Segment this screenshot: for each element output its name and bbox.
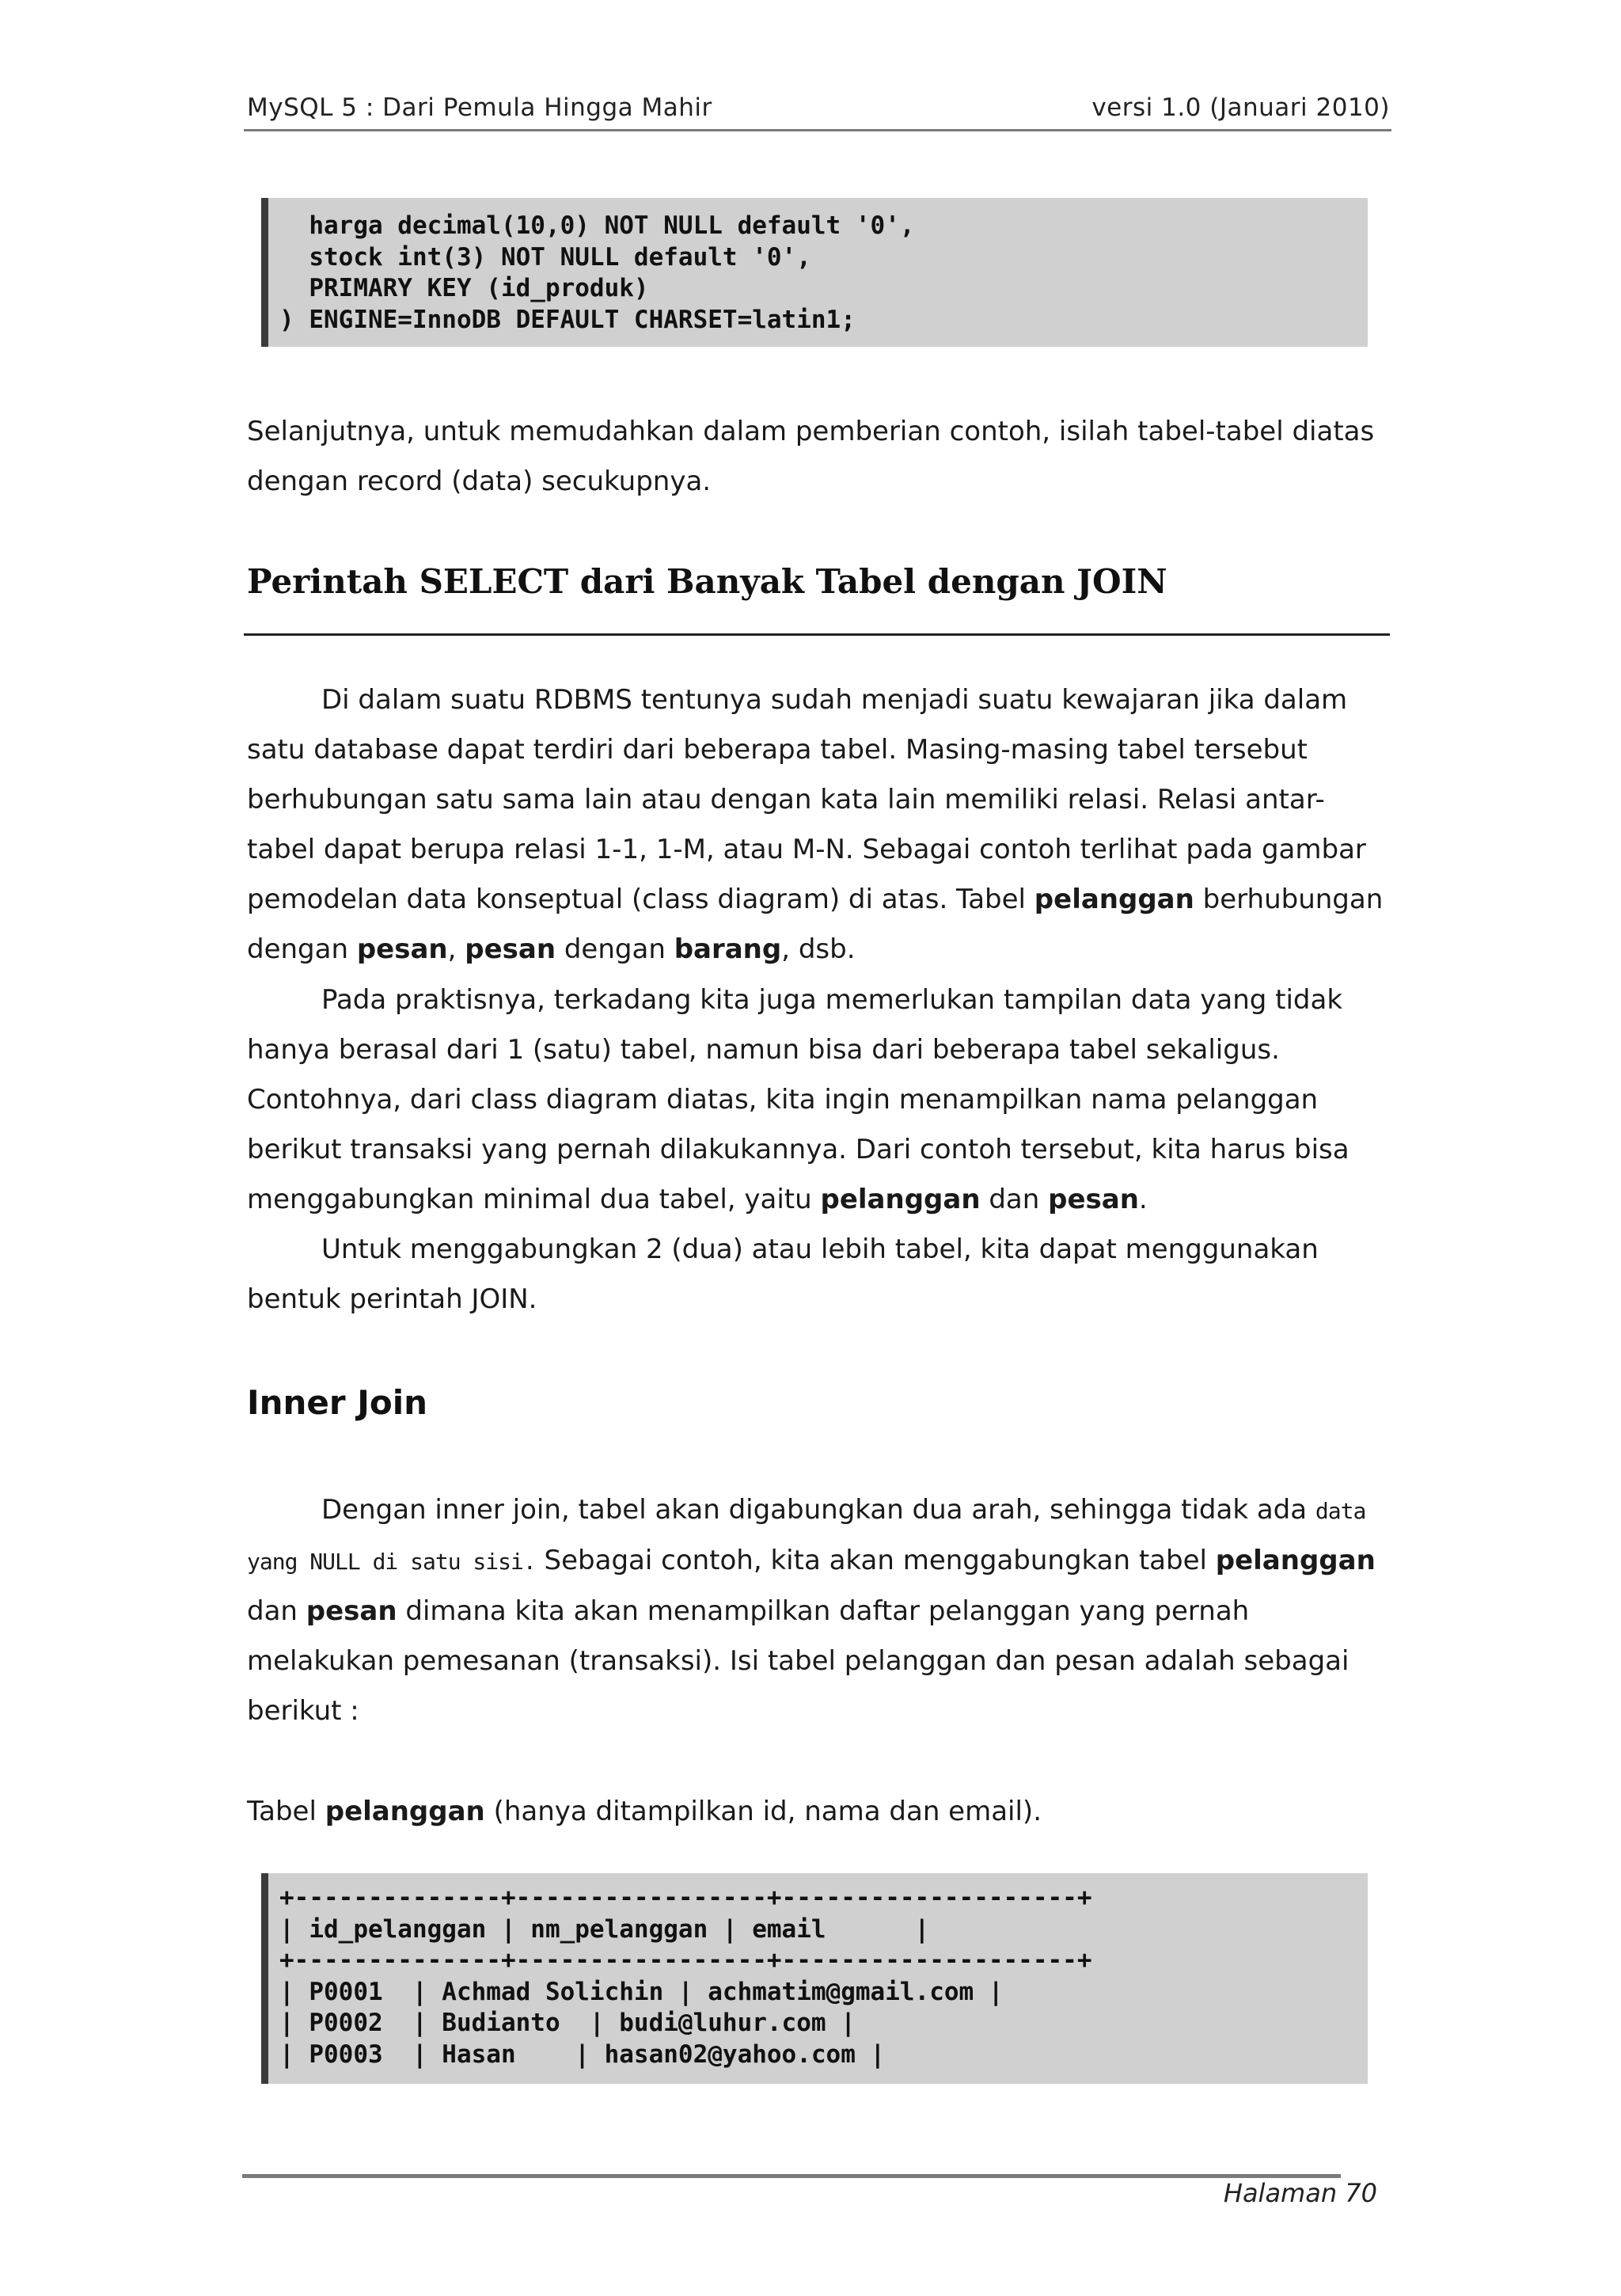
paragraph-join: [247, 1225, 1387, 1325]
code-line: | id_pelanggan | nm_pelanggan | email |: [279, 1914, 930, 1944]
code-line: +--------------+-----------------+--------------------+: [279, 1884, 1092, 1912]
paragraph-text: Untuk menggabungkan 2 (dua) atau lebih tabel, kita dapat menggunakan bentuk perintah JOIN.: [247, 1234, 1319, 1315]
text-run: dimana kita akan menampilkan daftar pelanggan yang pernah melakukan pemesanan (transaksi). Isi tabel pelanggan dan pesan adalah sebagai berikut :: [247, 1595, 1350, 1727]
section-title: Perintah SELECT dari Banyak Tabel dengan JOIN: [247, 562, 1167, 601]
text-run: .: [1138, 1184, 1148, 1215]
text-run: Pada praktisnya, terkadang kita juga memerlukan tampilan data yang tidak hanya berasal dari 1 (satu) tabel, namun bisa dari beberapa tabel sekaligus. Contohnya, dari class diagram diatas, kita ingin menampilkan nama pelanggan berikut transaksi yang pernah dilakukannya. Dari contoh tersebut, kita harus bisa menggabungkan minimal dua tabel, yaitu: [247, 984, 1350, 1215]
text-run: dengan: [556, 933, 674, 965]
code-line: +--------------+-----------------+--------------------+: [279, 1946, 1092, 1975]
code-line: | P0003 | Hasan | hasan02@yahoo.com |: [279, 2039, 886, 2069]
text-run: Tabel: [247, 1796, 325, 1827]
text-run: berhubungan dengan: [247, 884, 1384, 965]
code-block-pelanggan-table: [261, 1873, 1368, 2084]
bold-term: pesan: [1048, 1184, 1139, 1215]
paragraph-text: [247, 1485, 1387, 1736]
bold-term: pesan: [356, 933, 448, 965]
bold-term: pesan: [306, 1595, 397, 1627]
code-line: stock int(3) NOT NULL default '0',: [279, 242, 811, 272]
text-run: ,: [447, 933, 465, 965]
code-line: harga decimal(10,0) NOT NULL default '0',: [279, 211, 915, 240]
header-divider: [244, 129, 1391, 131]
section-divider: [244, 633, 1390, 636]
paragraph-text: [247, 675, 1387, 975]
text-run: dan: [980, 1184, 1049, 1215]
paragraph-intro: [247, 407, 1387, 507]
subsection-title: Inner Join: [247, 1383, 428, 1422]
paragraph-tabel-caption: [247, 1787, 1387, 1837]
text-run: dan: [247, 1595, 306, 1627]
paragraph-text: [247, 1787, 1387, 1837]
footer-divider: [242, 2174, 1341, 2178]
text-run-small: data yang NULL di satu sisi.: [247, 1498, 1366, 1575]
code-block-create-table: [261, 198, 1368, 347]
bold-term: pelanggan: [820, 1184, 981, 1215]
code-line: | P0001 | Achmad Solichin | achmatim@gmail.com |: [279, 1977, 1004, 2006]
header-version: versi 1.0 (Januari 2010): [1091, 93, 1390, 122]
code-line: | P0002 | Budianto | budi@luhur.com |: [279, 2009, 856, 2037]
bold-term: pelanggan: [1034, 884, 1194, 915]
code-line: PRIMARY KEY (id_produk): [279, 274, 649, 302]
bold-term: barang: [674, 933, 782, 965]
paragraph-inner-join: [247, 1485, 1387, 1736]
text-run: Di dalam suatu RDBMS tentunya sudah menjadi suatu kewajaran jika dalam satu database dapat terdiri dari beberapa tabel. Masing-masing tabel tersebut berhubungan satu sama lain atau dengan kata lain memiliki relasi. Relasi antar-tabel dapat berupa relasi 1-1, 1-M, atau M-N. Sebagai contoh terlihat pada gambar pemodelan data konseptual (class diagram) di atas. Tabel: [247, 684, 1366, 915]
paragraph-praktis: [247, 975, 1387, 1225]
paragraph-text: Selanjutnya, untuk memudahkan dalam pemberian contoh, isilah tabel-tabel diatas dengan record (data) secukupnya.: [247, 416, 1375, 497]
header-book-title: MySQL 5 : Dari Pemula Hingga Mahir: [247, 93, 712, 122]
paragraph-text: [247, 975, 1387, 1225]
bold-term: pesan: [465, 933, 556, 965]
code-line: ) ENGINE=InnoDB DEFAULT CHARSET=latin1;: [279, 305, 856, 334]
bold-term: pelanggan: [325, 1796, 485, 1827]
bold-term: pelanggan: [1215, 1545, 1376, 1576]
text-run: , dsb.: [781, 933, 856, 965]
paragraph-rdbms: [247, 675, 1387, 975]
page-number: Halaman 70: [1223, 2178, 1377, 2208]
text-run: Dengan inner join, tabel akan digabungkan dua arah, sehingga tidak ada: [321, 1494, 1315, 1526]
text-run: (hanya ditampilkan id, nama dan email).: [484, 1796, 1042, 1827]
text-run: Sebagai contoh, kita akan menggabungkan tabel: [535, 1545, 1216, 1576]
